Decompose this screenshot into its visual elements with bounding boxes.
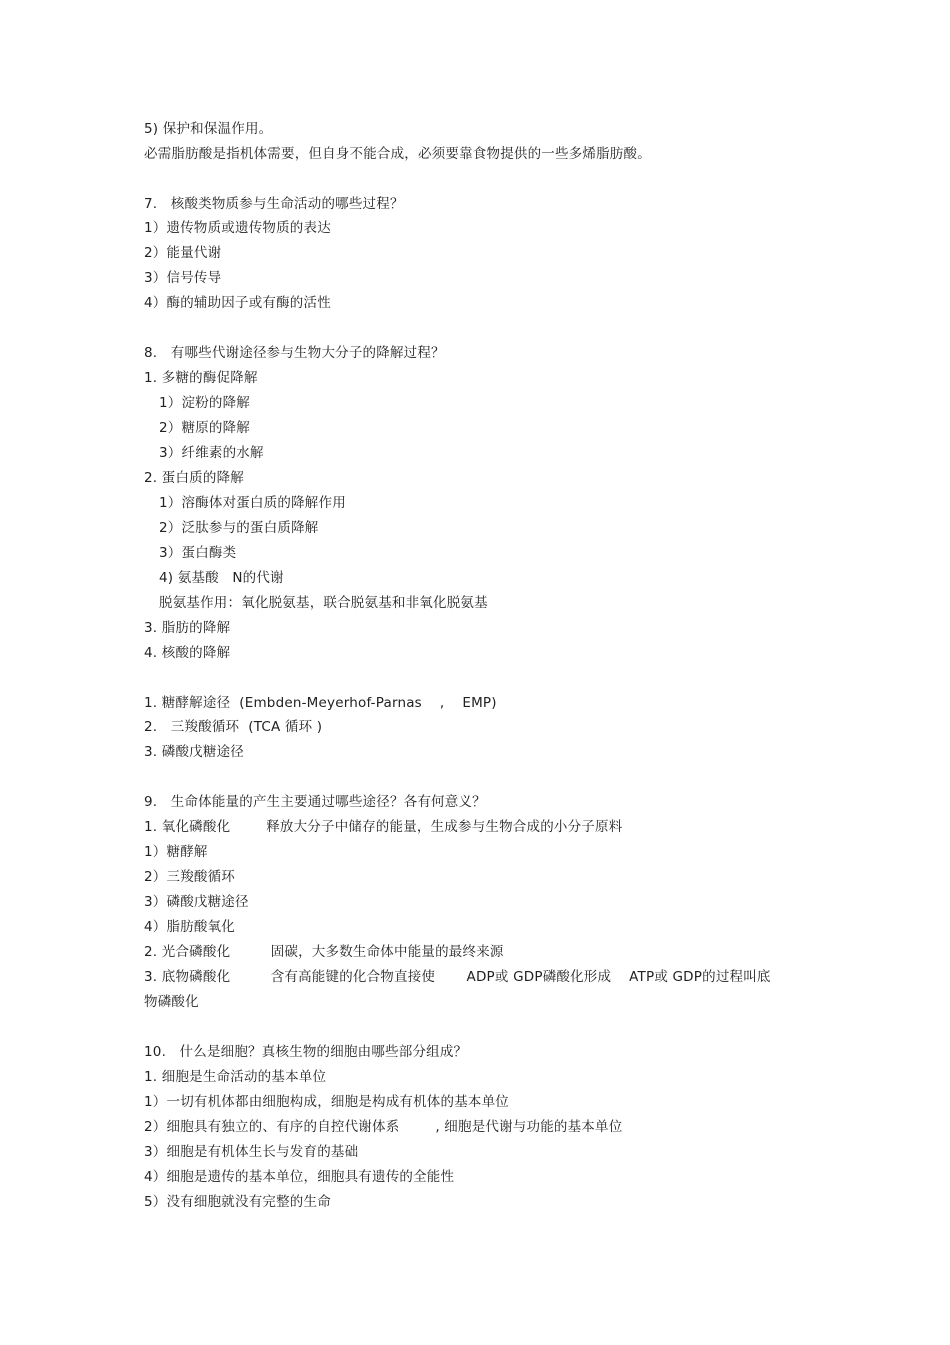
text-line: 2）糖原的降解	[159, 420, 250, 436]
text-line: 1）一切有机体都由细胞构成，细胞是构成有机体的基本单位	[144, 1094, 509, 1110]
text-line: 3）纤维素的水解	[159, 445, 264, 461]
text-line: 脱氨基作用：氧化脱氨基，联合脱氨基和非氧化脱氨基	[159, 595, 488, 611]
text-line: 2. 蛋白质的降解	[144, 470, 244, 486]
text-line: 2）泛肽参与的蛋白质降解	[159, 520, 319, 536]
text-line: 3. 脂肪的降解	[144, 620, 231, 636]
text-line: 3. 底物磷酸化 含有高能键的化合物直接使 ADP或 GDP磷酸化形成 ATP或 GDP的过程叫底	[144, 969, 771, 985]
text-line: 3）磷酸戊糖途径	[144, 894, 249, 910]
text-line: 4）脂肪酸氧化	[144, 919, 235, 935]
text-line: 1. 细胞是生命活动的基本单位	[144, 1069, 327, 1085]
text-line: 1）淀粉的降解	[159, 395, 250, 411]
text-line: 4）酶的辅助因子或有酶的活性	[144, 295, 331, 311]
question-heading: 7. 核酸类物质参与生命活动的哪些过程？	[144, 196, 404, 212]
text-line: 3）信号传导	[144, 270, 222, 286]
text-line: 1）糖酵解	[144, 844, 208, 860]
text-line: 4. 核酸的降解	[144, 645, 231, 661]
text-line: 2）能量代谢	[144, 245, 222, 261]
text-line: 3. 磷酸戊糖途径	[144, 744, 244, 760]
text-line: 4）细胞是遗传的基本单位，细胞具有遗传的全能性	[144, 1169, 455, 1185]
question-heading: 9. 生命体能量的产生主要通过哪些途径？各有何意义？	[144, 794, 486, 810]
text-line: 2. 三羧酸循环 (TCA 循环 )	[144, 719, 323, 735]
text-line: 4) 氨基酸 N的代谢	[159, 570, 284, 586]
question-heading: 8. 有哪些代谢途径参与生物大分子的降解过程？	[144, 345, 445, 361]
text-line: 5) 保护和保温作用。	[144, 121, 273, 137]
text-line: 2）三羧酸循环	[144, 869, 235, 885]
text-line: 必需脂肪酸是指机体需要，但自身不能合成，必须要靠食物提供的一些多烯脂肪酸。	[144, 146, 651, 162]
text-line: 1）溶酶体对蛋白质的降解作用	[159, 495, 346, 511]
text-line: 3）蛋白酶类	[159, 545, 237, 561]
text-line: 1. 糖酵解途径 (Embden-Meyerhof-Parnas , EMP)	[144, 695, 497, 711]
text-line: 1）遗传物质或遗传物质的表达	[144, 220, 331, 236]
text-line: 1. 多糖的酶促降解	[144, 370, 258, 386]
text-line: 3）细胞是有机体生长与发育的基础	[144, 1144, 359, 1160]
question-heading: 10. 什么是细胞？真核生物的细胞由哪些部分组成？	[144, 1044, 468, 1060]
text-line: 2. 光合磷酸化 固碳，大多数生命体中能量的最终来源	[144, 944, 504, 960]
text-line: 2）细胞具有独立的、有序的自控代谢体系 , 细胞是代谢与功能的基本单位	[144, 1119, 623, 1135]
text-line: 1. 氧化磷酸化 释放大分子中储存的能量，生成参与生物合成的小分子原料	[144, 819, 623, 835]
text-line: 5）没有细胞就没有完整的生命	[144, 1194, 331, 1210]
text-line: 物磷酸化	[144, 994, 199, 1010]
